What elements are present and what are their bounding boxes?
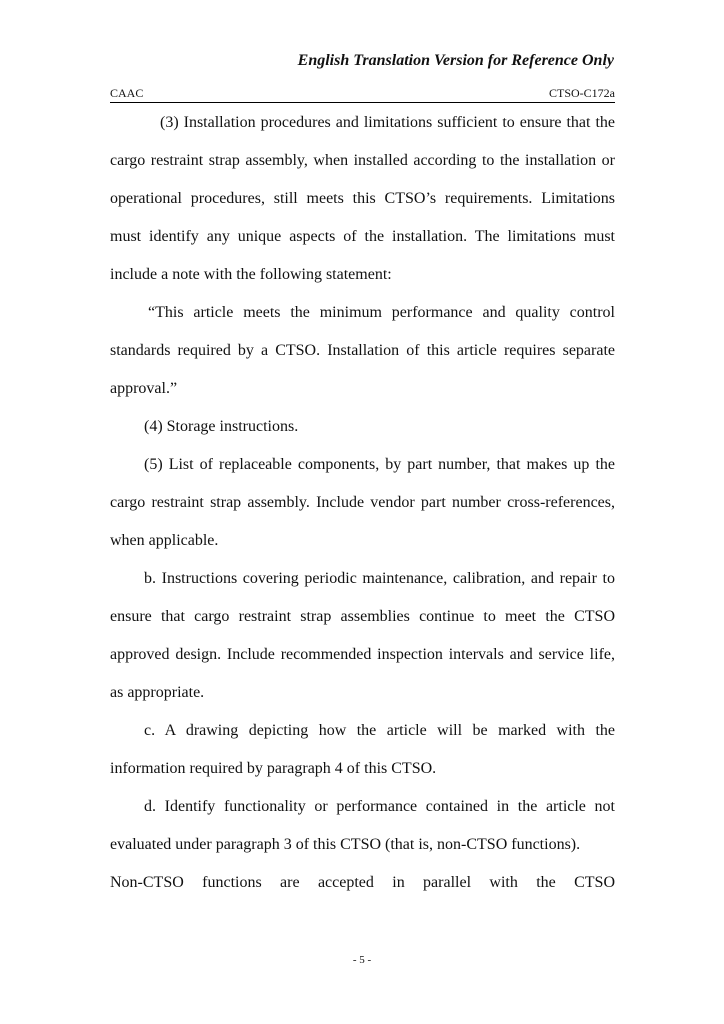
header-organization: CAAC <box>110 86 144 100</box>
page-number: - 5 - <box>352 954 372 966</box>
paragraph-non-ctso-continued: Non-CTSO functions are accepted in parallel with the CTSO <box>110 874 615 891</box>
paragraph-quoted-statement: “This article meets the minimum performance and quality control standards required by a CTSO. Installation of this article requires separate approval.” <box>110 304 615 397</box>
document-body <box>110 104 615 902</box>
paragraph-replaceable-components: (5) List of replaceable components, by part number, that makes up the cargo restraint strap assembly. Include vendor part number cross-references, when applicable. <box>110 456 615 549</box>
header-document-id: CTSO-C172a <box>549 86 615 100</box>
paragraph-maintenance-instructions: b. Instructions covering periodic maintenance, calibration, and repair to ensure that cargo restraint strap assemblies continue to meet the CTSO approved design. Include recommended inspection intervals and service life, as appropriate. <box>110 570 615 701</box>
paragraph-installation-procedures: (3) Installation procedures and limitations sufficient to ensure that the cargo restraint strap assembly, when installed according to the installation or operational procedures, still meets this CTSO’s requirements. Limitations must identify any unique aspects of the installation. The limitations must include a note with the following statement: <box>110 114 615 283</box>
running-header <box>110 86 615 103</box>
paragraph-marking-drawing: c. A drawing depicting how the article will be marked with the information required by paragraph 4 of this CTSO. <box>110 722 615 777</box>
paragraph-storage-instructions: (4) Storage instructions. <box>144 418 299 435</box>
paragraph-non-ctso-functionality: d. Identify functionality or performance contained in the article not evaluated under paragraph 3 of this CTSO (that is, non-CTSO functions). <box>110 798 615 853</box>
translation-banner: English Translation Version for Reference Only <box>297 52 614 69</box>
